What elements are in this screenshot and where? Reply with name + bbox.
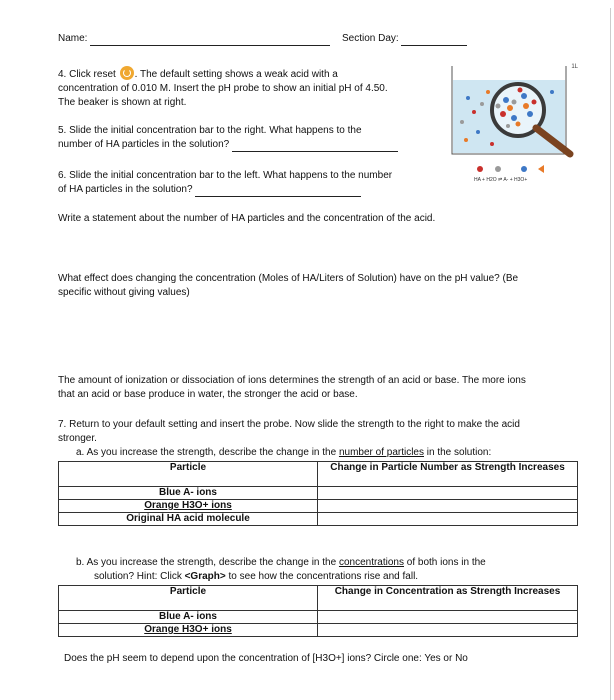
q7a-text-1: a. As you increase the strength, describe the change in the (76, 447, 339, 458)
question-7 (58, 418, 598, 446)
q7b-prompt (76, 556, 486, 584)
ionization-text-1: The amount of ionization or dissociation of ions determines the strength of an acid or base. The more ions (58, 375, 526, 386)
row-label-blue-ions: Blue A- ions (59, 487, 318, 500)
table-header-change: Change in Concentration as Strength Increases (318, 586, 578, 611)
table-header-row (59, 586, 578, 611)
q7a-text-2: in the solution: (424, 447, 492, 458)
q7-text-2: stronger. (58, 433, 97, 444)
q7b-underlined: concentrations (338, 557, 404, 568)
answer-cell[interactable] (318, 513, 578, 526)
graph-button-ref: <Graph> (184, 571, 226, 582)
q4-text-3: concentration of 0.010 M. Insert the pH probe to show an initial pH of 4.50. (58, 83, 388, 94)
q6-answer-blank[interactable] (195, 196, 361, 197)
section-field (342, 32, 467, 46)
q7b-text-1: b. As you increase the strength, describe the change in the (76, 557, 339, 568)
page-edge (610, 8, 611, 700)
section-blank[interactable] (401, 45, 467, 46)
q7b-text-4: to see how the concentrations rise and fall. (225, 571, 419, 582)
q4-text-1: 4. Click reset (58, 69, 116, 80)
q6-text-2: of HA particles in the solution? (58, 184, 193, 195)
answer-cell[interactable] (318, 611, 578, 624)
table-header-row (59, 462, 578, 487)
row-label-orange-ions: Orange H3O+ ions (59, 500, 318, 513)
answer-cell[interactable] (318, 487, 578, 500)
concentration-table (58, 585, 578, 637)
row-label-orange-ions: Orange H3O+ ions (59, 624, 318, 637)
q7a-underlined: number of particles (338, 447, 424, 458)
question-5 (58, 124, 398, 152)
q4-text-2: . The default setting shows a weak acid with a (134, 69, 338, 80)
q7-text-1: 7. Return to your default setting and insert the probe. Now slide the strength to the right to make the acid (58, 419, 520, 430)
table-header-change: Change in Particle Number as Strength Increases (318, 462, 578, 487)
table-header-particle: Particle (59, 586, 318, 611)
effect-text-2: specific without giving values) (58, 287, 190, 298)
ionization-paragraph (58, 374, 598, 402)
table-row (59, 611, 578, 624)
effect-question (58, 272, 588, 300)
section-label: Section Day: (342, 33, 399, 44)
row-label-ha-molecule: Original HA acid molecule (59, 513, 318, 526)
table-header-particle: Particle (59, 462, 318, 487)
q7b-text-2: of both ions in the (404, 557, 486, 568)
row-label-blue-ions: Blue A- ions (59, 611, 318, 624)
final-question: Does the pH seem to depend upon the concentration of [H3O+] ions? Circle one: Yes or No (64, 653, 468, 664)
q4-text-4: The beaker is shown at right. (58, 97, 187, 108)
table-row (59, 487, 578, 500)
effect-text-1: What effect does changing the concentration (Moles of HA/Liters of Solution) have on the pH value? (Be (58, 273, 519, 284)
name-field (58, 32, 330, 46)
equation-molecules-svg (474, 164, 554, 174)
question-6 (58, 169, 392, 197)
q6-text-1: 6. Slide the initial concentration bar to the left. What happens to the number (58, 170, 393, 181)
q7b-text-3: solution? Hint: Click (94, 571, 185, 582)
q5-answer-blank[interactable] (232, 151, 398, 152)
beaker-image (448, 62, 578, 162)
beaker-volume-label: 1L (571, 64, 578, 70)
table-row (59, 624, 578, 637)
q5-text-1: 5. Slide the initial concentration bar to the right. What happens to the (58, 125, 362, 136)
equation-icons (474, 164, 554, 183)
statement-prompt: Write a statement about the number of HA particles and the concentration of the acid. (58, 213, 436, 224)
q7a-prompt (76, 446, 491, 460)
reset-icon[interactable] (120, 66, 134, 80)
particle-number-table (58, 461, 578, 526)
table-row (59, 513, 578, 526)
answer-cell[interactable] (318, 500, 578, 513)
question-4 (58, 66, 438, 110)
ionization-text-2: that an acid or base produce in water, the stronger the acid or base. (58, 389, 358, 400)
table-row (59, 500, 578, 513)
q5-text-2: number of HA particles in the solution? (58, 139, 230, 150)
beaker-svg (448, 62, 578, 162)
answer-cell[interactable] (318, 624, 578, 637)
name-label: Name: (58, 33, 88, 44)
name-blank[interactable] (90, 45, 330, 46)
equation-text: HA + H2O ⇌ A- + H3O+ (474, 177, 528, 183)
